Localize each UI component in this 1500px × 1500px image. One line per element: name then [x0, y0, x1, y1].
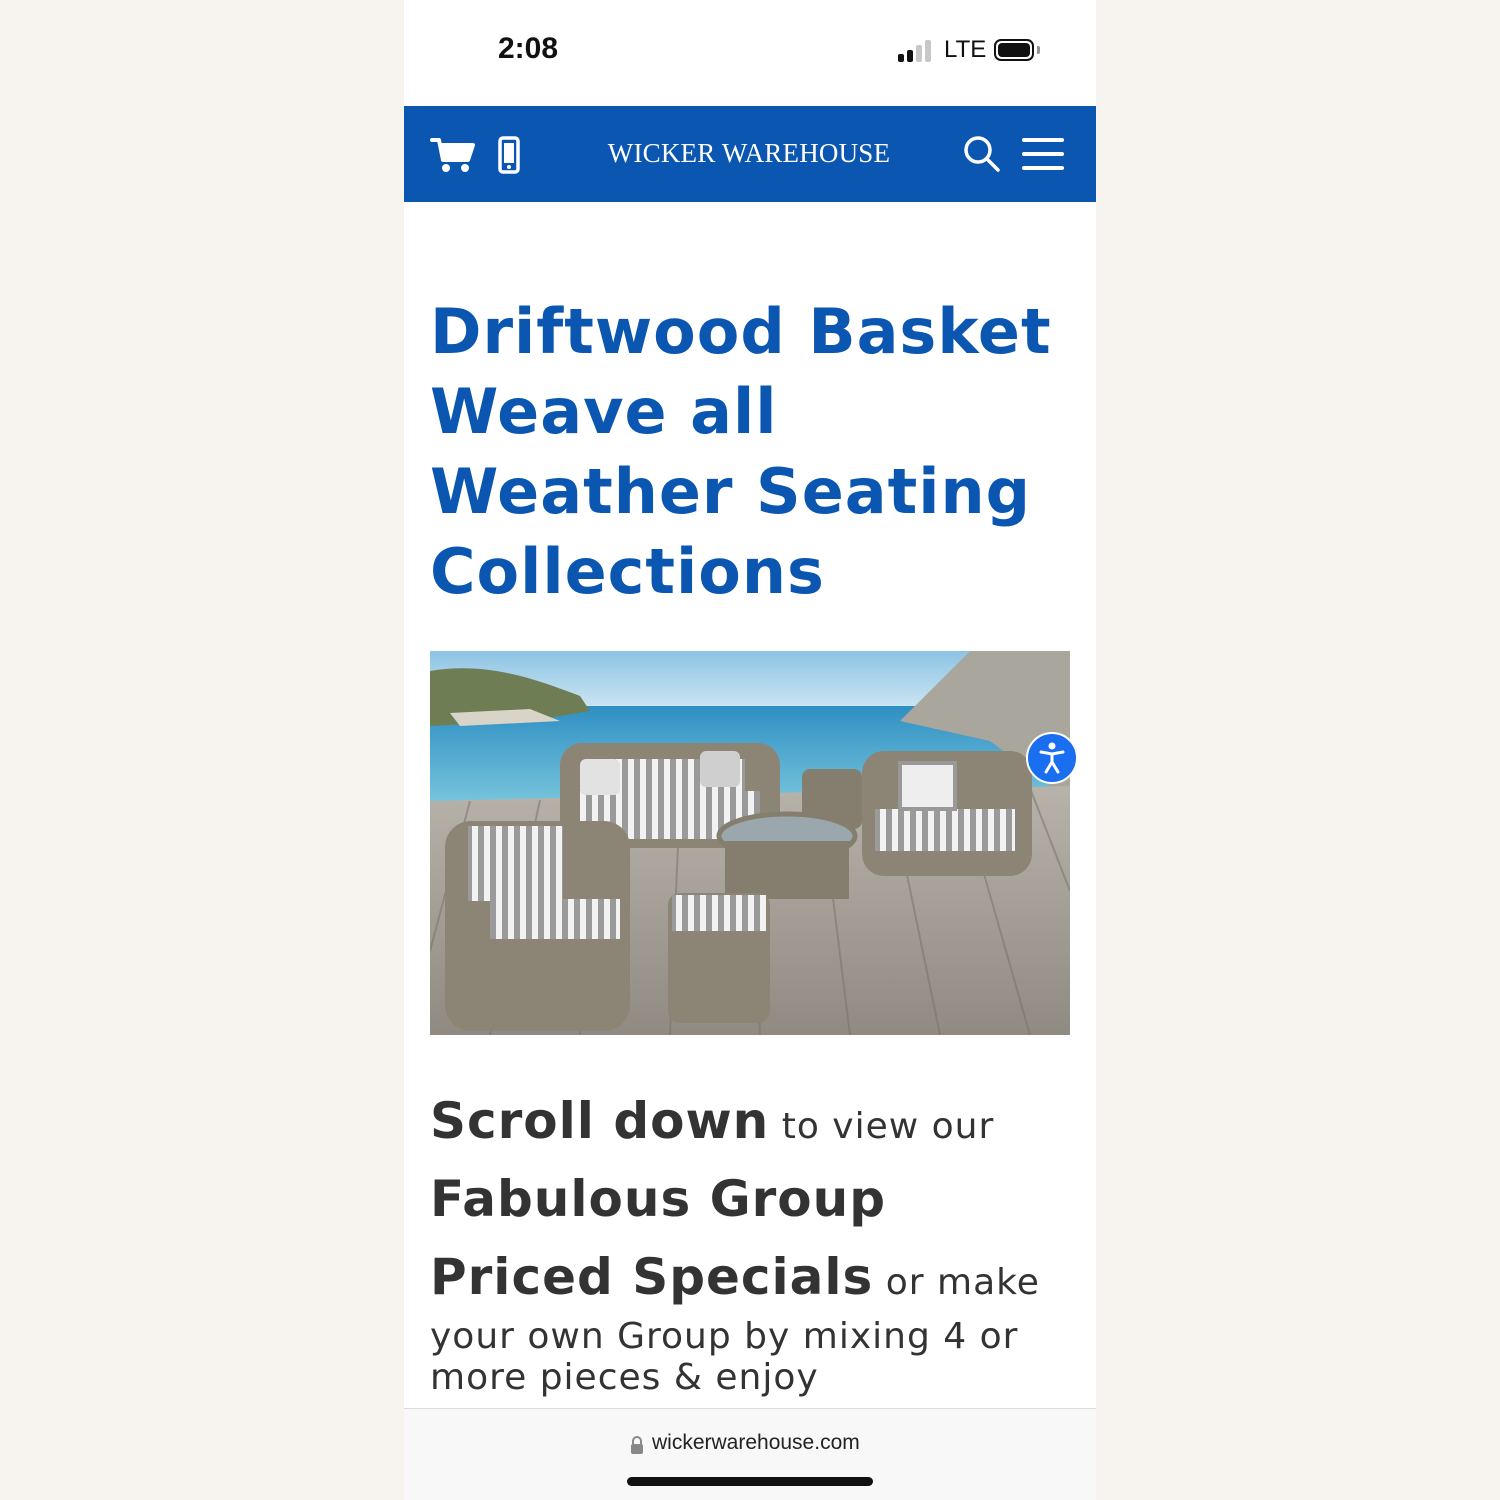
home-indicator[interactable] — [627, 1477, 873, 1486]
accessibility-icon — [1028, 734, 1076, 782]
site-header — [404, 106, 1096, 202]
network-type: LTE — [944, 36, 987, 63]
phone-screen — [404, 0, 1096, 1500]
url-text[interactable]: wickerwarehouse.com — [652, 1431, 860, 1454]
brand-logo[interactable]: WICKER WAREHOUSE — [607, 138, 891, 168]
phone-icon[interactable] — [498, 136, 520, 174]
promo-text-2: or make your own Group by mixing 4 or more pieces & enjoy — [430, 1262, 1040, 1398]
browser-url-bar[interactable] — [404, 1408, 1096, 1500]
page-title: Driftwood Basket Weave all Weather Seating Collections — [430, 295, 1052, 608]
hero-image — [430, 651, 1070, 1035]
promo-emphasis-scroll: Scroll down — [430, 1092, 770, 1150]
hamburger-menu-icon[interactable] — [1020, 137, 1066, 171]
promo-emphasis-specials: Fabulous Group Priced Specials — [430, 1170, 887, 1306]
lock-icon — [630, 1435, 644, 1455]
battery-icon — [994, 39, 1034, 61]
promo-text-1: to view our — [769, 1106, 995, 1147]
promo-text — [430, 1082, 1080, 1398]
search-icon[interactable] — [962, 134, 1002, 174]
cart-icon[interactable] — [430, 136, 476, 174]
status-time: 2:08 — [498, 32, 559, 65]
battery-tip — [1037, 46, 1040, 54]
accessibility-button[interactable] — [1026, 732, 1078, 784]
signal-icon — [898, 40, 934, 62]
